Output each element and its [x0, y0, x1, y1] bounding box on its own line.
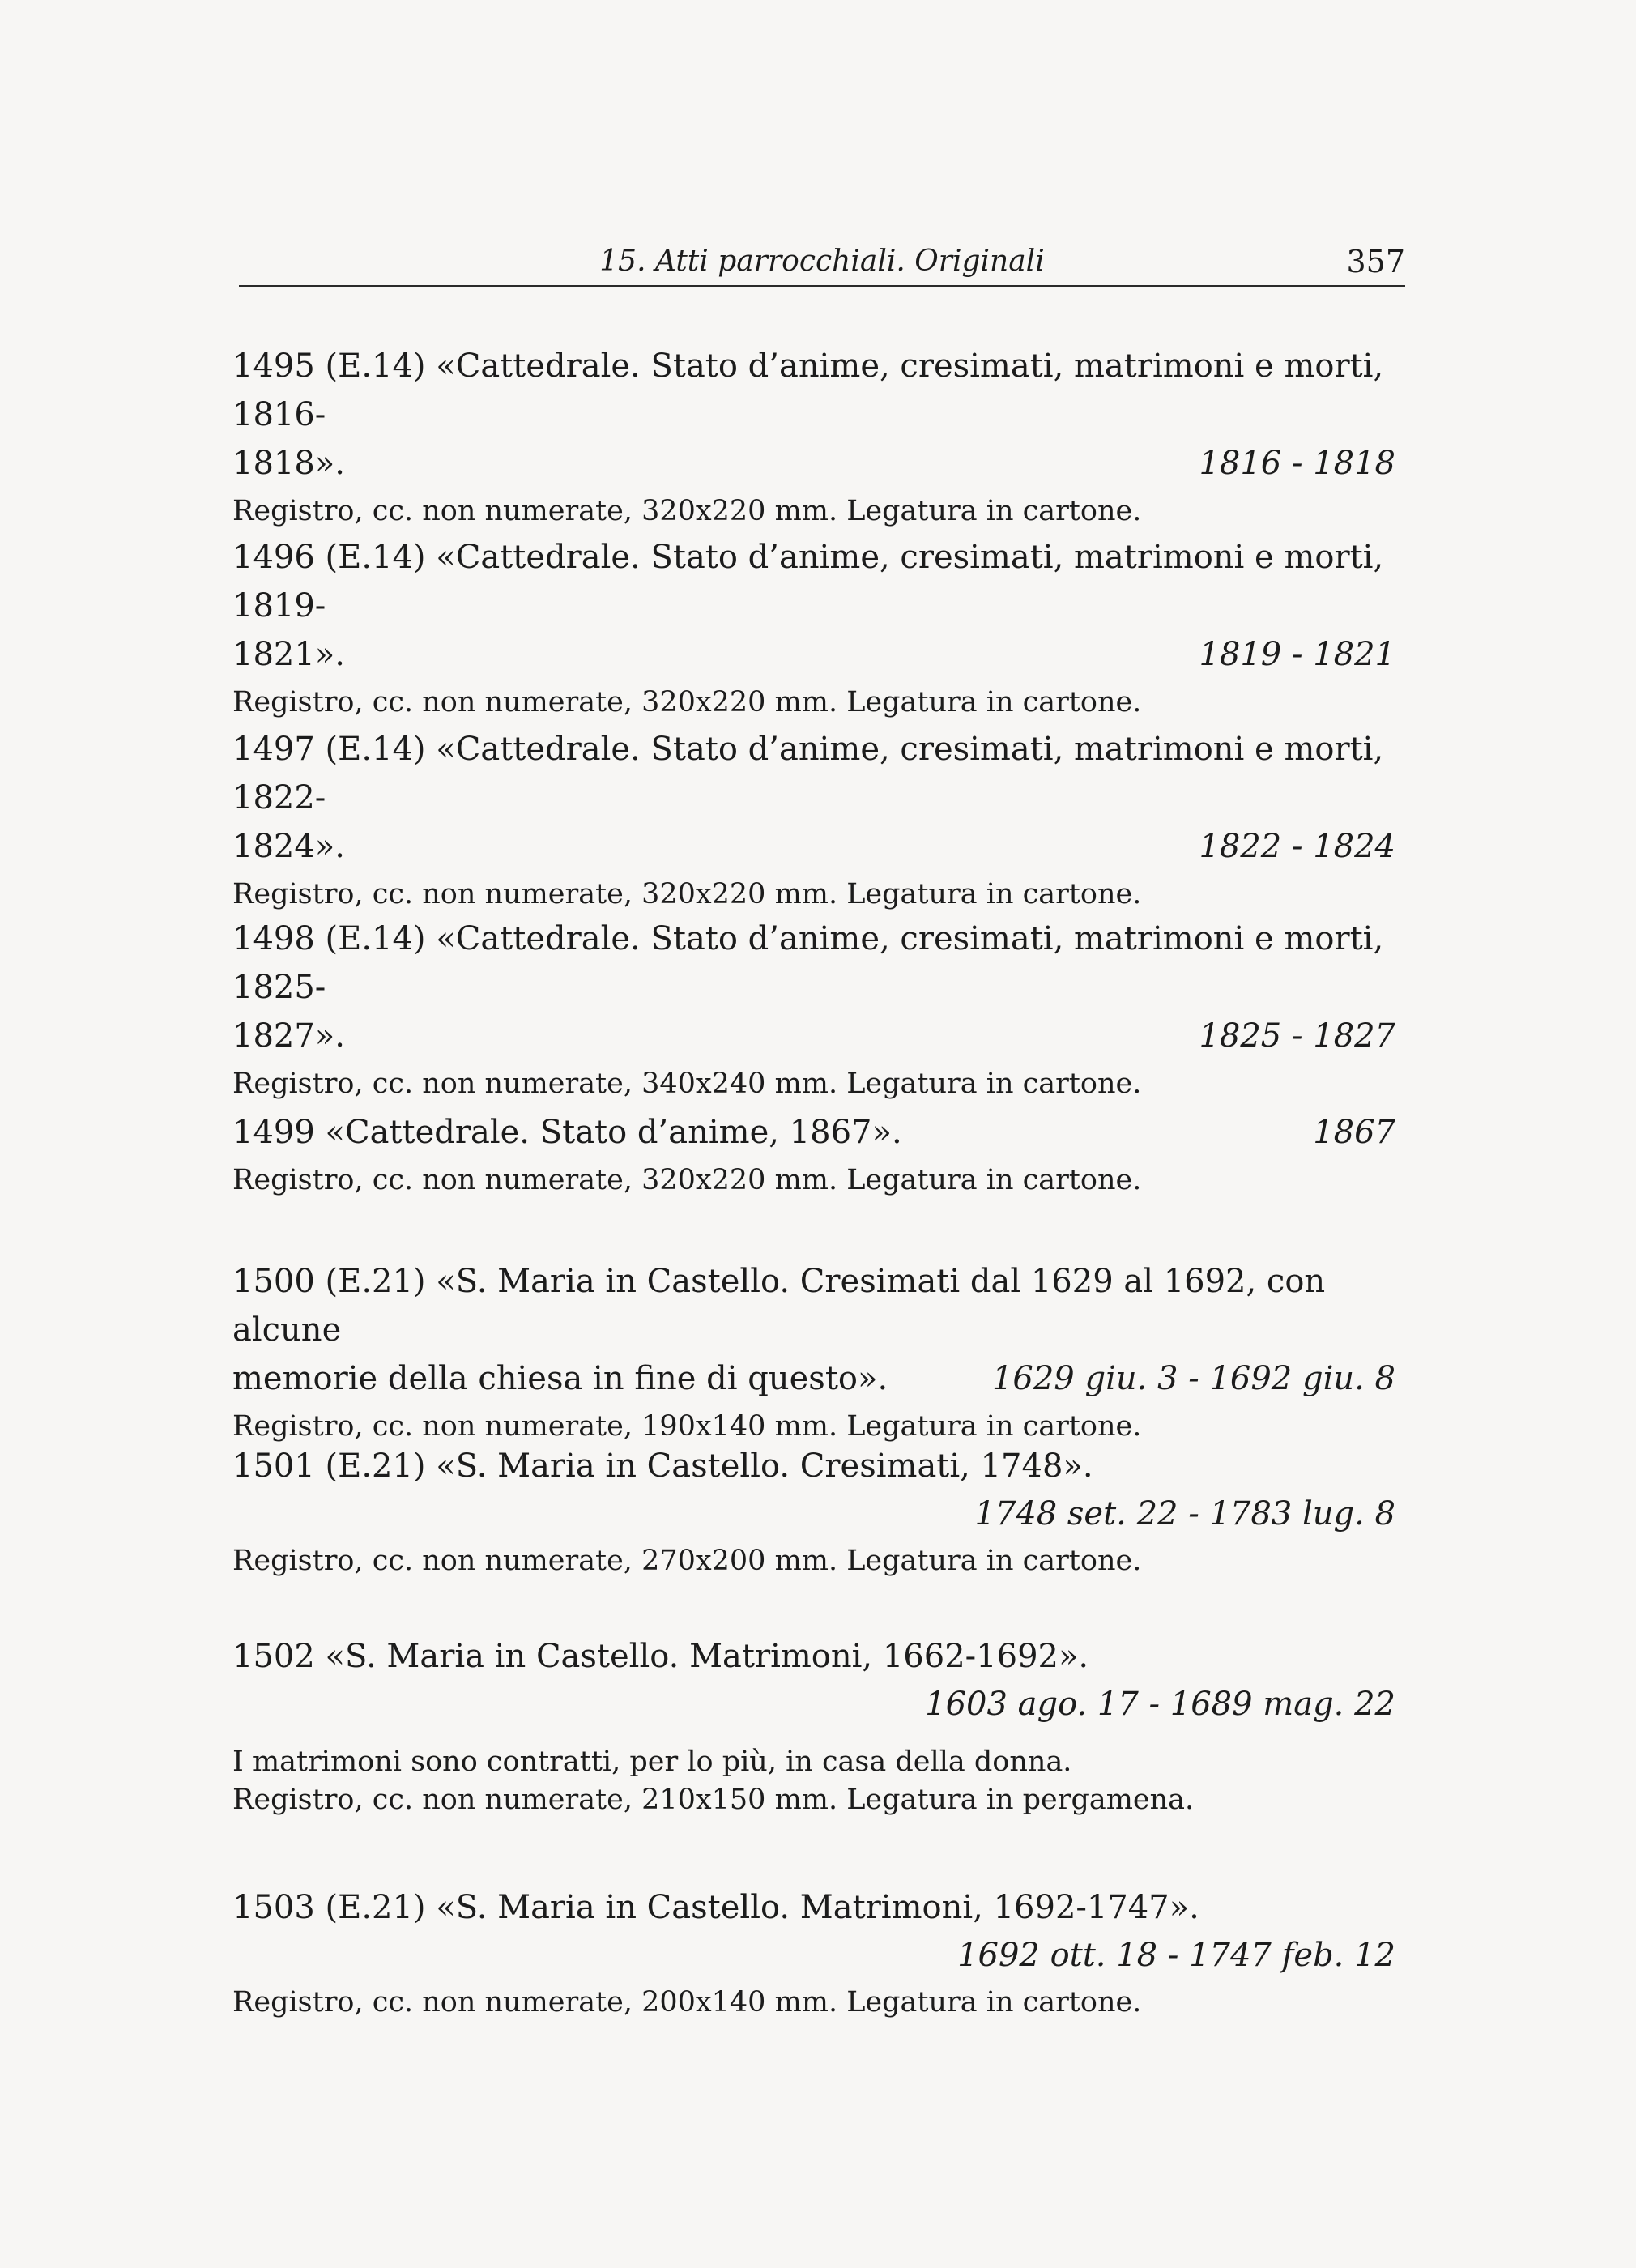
- catalog-entry-1499: [232, 1108, 1399, 1200]
- entry-title-continuation: [232, 1354, 1399, 1403]
- entry-title-continuation: [232, 439, 1399, 488]
- entry-date-range: 1692 ott. 18 - 1747 feb. 12: [957, 1937, 1395, 1974]
- running-title: 15. Atti parrocchiali. Originali: [599, 245, 1045, 278]
- entry-title-end: 1821».: [232, 636, 345, 673]
- entry-date-range: 1822 - 1824: [1199, 828, 1395, 865]
- entry-title-line: [232, 1108, 1399, 1157]
- entry-title-end: 1824».: [232, 828, 345, 865]
- entry-date-range: 1819 - 1821: [1199, 636, 1395, 673]
- entry-title-text: 1499 «Cattedrale. Stato d’anime, 1867».: [232, 1114, 902, 1151]
- entry-description: Registro, cc. non numerate, 270x200 mm. Legatura in cartone.: [232, 1545, 1142, 1577]
- entry-title-line: 1497 (E.14) «Cattedrale. Stato d’anime, cresimati, matrimoni e morti, 1822-: [232, 731, 1384, 816]
- entry-date-range: 1825 - 1827: [1199, 1017, 1395, 1055]
- entry-title-line: 1503 (E.21) «S. Maria in Castello. Matrimoni, 1692-1747».: [232, 1889, 1199, 1926]
- entry-title-continuation: [232, 822, 1399, 871]
- catalog-entry-1503: [232, 1883, 1399, 2023]
- entry-description: Registro, cc. non numerate, 210x150 mm. Legatura in pergamena.: [232, 1784, 1195, 1816]
- catalog-entry-1501: [232, 1442, 1399, 1581]
- page-header: [239, 243, 1405, 287]
- entry-date-range: 1603 ago. 17 - 1689 mag. 22: [925, 1686, 1395, 1723]
- entry-description: Registro, cc. non numerate, 320x220 mm. Legatura in cartone.: [232, 686, 1142, 718]
- entry-description: Registro, cc. non numerate, 190x140 mm. Legatura in cartone.: [232, 1410, 1142, 1443]
- entry-title-line: 1498 (E.14) «Cattedrale. Stato d’anime, cresimati, matrimoni e morti, 1825-: [232, 920, 1384, 1006]
- catalog-entry-1497: [232, 725, 1399, 914]
- entry-description: Registro, cc. non numerate, 320x220 mm. Legatura in cartone.: [232, 878, 1142, 910]
- entry-title-line: 1496 (E.14) «Cattedrale. Stato d’anime, cresimati, matrimoni e morti, 1819-: [232, 539, 1384, 625]
- catalog-entry-1495: [232, 342, 1399, 531]
- entry-title-end: 1818».: [232, 445, 345, 482]
- catalog-entry-1500: [232, 1257, 1399, 1447]
- entry-date-range: 1867: [1313, 1114, 1395, 1151]
- entry-title-line: 1502 «S. Maria in Castello. Matrimoni, 1662-1692».: [232, 1638, 1089, 1675]
- entry-title-line: 1495 (E.14) «Cattedrale. Stato d’anime, cresimati, matrimoni e morti, 1816-: [232, 347, 1384, 433]
- entry-description: Registro, cc. non numerate, 200x140 mm. Legatura in cartone.: [232, 1986, 1142, 2019]
- entry-title-line: 1500 (E.21) «S. Maria in Castello. Cresimati dal 1629 al 1692, con alcune: [232, 1263, 1326, 1349]
- entry-title-end: 1827».: [232, 1017, 345, 1055]
- catalog-entry-1502: [232, 1632, 1399, 1820]
- catalog-entry-1496: [232, 533, 1399, 723]
- page-number: 357: [1346, 244, 1405, 279]
- entry-note: I matrimoni sono contratti, per lo più, in casa della donna.: [232, 1746, 1072, 1778]
- catalog-entry-1498: [232, 914, 1399, 1104]
- entry-date-range: 1816 - 1818: [1199, 445, 1395, 482]
- entry-date-range: 1748 set. 22 - 1783 lug. 8: [974, 1495, 1395, 1533]
- entry-title-line: 1501 (E.21) «S. Maria in Castello. Cresimati, 1748».: [232, 1447, 1093, 1485]
- entry-date-range: 1629 giu. 3 - 1692 giu. 8: [991, 1360, 1395, 1397]
- entry-description: Registro, cc. non numerate, 320x220 mm. Legatura in cartone.: [232, 495, 1142, 527]
- entry-title-end: memorie della chiesa in fine di questo».: [232, 1360, 888, 1397]
- entry-description: Registro, cc. non numerate, 320x220 mm. Legatura in cartone.: [232, 1164, 1142, 1196]
- entry-description: Registro, cc. non numerate, 340x240 mm. Legatura in cartone.: [232, 1068, 1142, 1100]
- entry-title-continuation: [232, 1012, 1399, 1060]
- entry-title-continuation: [232, 630, 1399, 679]
